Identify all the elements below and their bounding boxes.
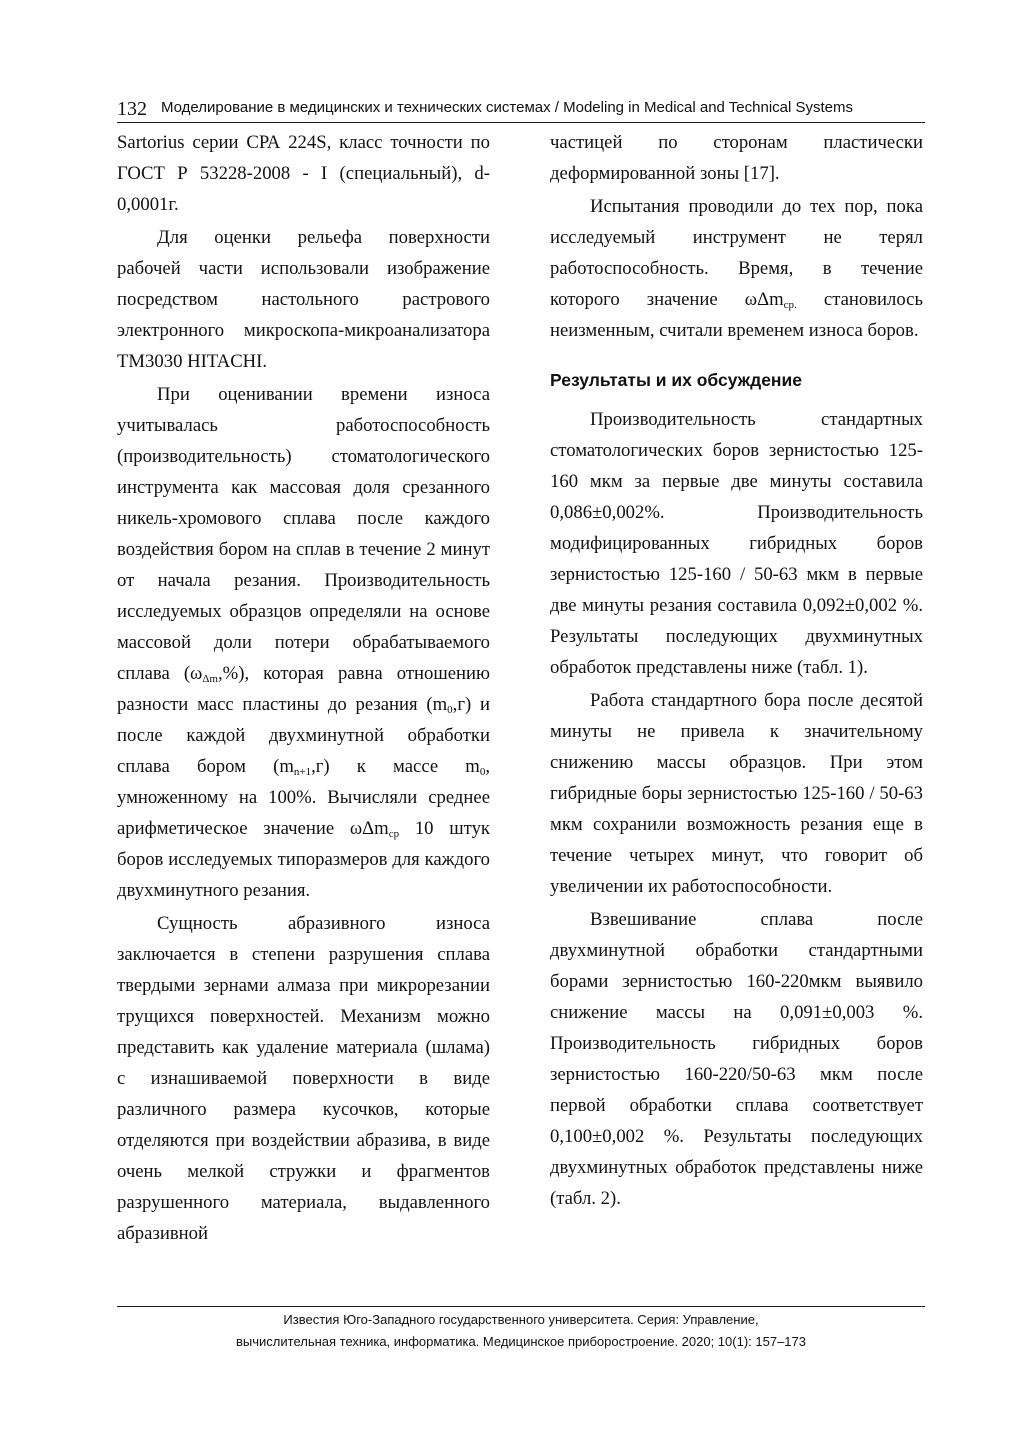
text-segment: Испытания проводили до тех пор, пока исследуемый инструмент не терял работоспособность. Время, в течение которого значение ωΔm (550, 196, 923, 310)
subscript: n+1 (293, 766, 312, 778)
left-paragraph-3 (117, 379, 490, 906)
text-segment: , умноженному на 100%. Вычисляли среднее арифметическое значение ωΔm (117, 756, 491, 839)
journal-footer (117, 1306, 925, 1353)
subscript: ср. (783, 299, 797, 311)
subscript: 0 (479, 766, 486, 778)
left-paragraph-4: Сущность абразивного износа заключается в степени разрушения сплава твердыми зернами алмаза при микрорезании трущихся поверхностей. Механизм можно представить как удаление материала (шлама) с изнашиваемой поверхности в виде различного размера кусочков, которые отделяются при воздействии абразива, в виде очень мелкой стружки и фрагментов разрушенного материала, выдавленного абразивной (117, 913, 490, 1244)
text-segment: ,г) и после каждой двухминутной обработки сплава бором (m (117, 694, 490, 777)
left-column (117, 127, 490, 1249)
left-paragraph-1: Sartorius серии СРА 224S, класс точности по ГОСТ Р 53228-2008 - I (специальный), d-0,0001г. (117, 132, 490, 215)
footer-line-1: Известия Юго-Западного государственного университета. Серия: Управление, (283, 1312, 759, 1327)
right-paragraph-3: Производительность стандартных стоматологических боров зернистостью 125-160 мкм за первые две минуты составила 0,086±0,002%. Производительность модифицированных гибридных боров зернистостью 125-160 / 50-63 мкм в первые две минуты резания составила 0,092±0,002 %. Результаты последующих двухминутных обработок представлены ниже (табл. 1). (550, 409, 923, 678)
text-segment: 10 штук боров исследуемых типоразмеров для каждого двухминутного резания. (117, 818, 490, 901)
right-paragraph-1: частицей по сторонам пластически деформированной зоны [17]. (550, 132, 923, 184)
text-segment: ,г) к массе m (311, 756, 480, 777)
running-header (117, 96, 925, 123)
right-paragraph-5: Взвешивание сплава после двухминутной обработки стандартными борами зернистостью 160-220мкм выявило снижение массы на 0,091±0,003 %. Производительность гибридных боров зернистостью 160-220/50-63 мкм после первой обработки сплава соответствует 0,100±0,002 %. Результаты последующих двухминутных обработок представлены ниже (табл. 2). (550, 909, 923, 1209)
right-paragraph-4: Работа стандартного бора после десятой минуты не привела к значительному снижению массы образцов. При этом гибридные боры зернистостью 125-160 / 50-63 мкм сохранили возможность резания еще в течение четырех минут, что говорит об увеличении их работоспособности. (550, 690, 923, 897)
text-segment: При оценивании времени износа учитывалась работоспособность (производительность) стоматологического инструмента как массовая доля срезанного никель-хромового сплава после каждого воздействия бором на сплав в течение 2 минут от начала резания. Производительность исследуемых образцов определяли на основе массовой доли потери обрабатываемого сплава (ω (117, 384, 490, 684)
right-paragraph-2 (550, 191, 923, 346)
text-segment: становилось неизменным, считали временем износа боров. (550, 289, 924, 341)
page-number: 132 (117, 98, 147, 120)
text-segment: ,%), которая равна отношению разности масс пластины до резания (m (117, 663, 490, 715)
section-heading: Результаты и их обсуждение (550, 370, 802, 390)
footer-line-2: вычислительная техника, информатика. Медицинское приборостроение. 2020; 10(1): 157–173 (236, 1334, 806, 1349)
left-paragraph-2: Для оценки рельефа поверхности рабочей части использовали изображение посредством настольного растрового электронного микроскопа-микроанализатора TM3030 HITACHI. (117, 227, 490, 372)
running-title: Моделирование в медицинских и технических системах / Modeling in Medical and Technical Systems (161, 99, 853, 116)
subscript: 0 (447, 704, 453, 716)
right-column (550, 127, 923, 1214)
subscript: ср (388, 828, 400, 840)
subscript: Δm (202, 673, 218, 685)
